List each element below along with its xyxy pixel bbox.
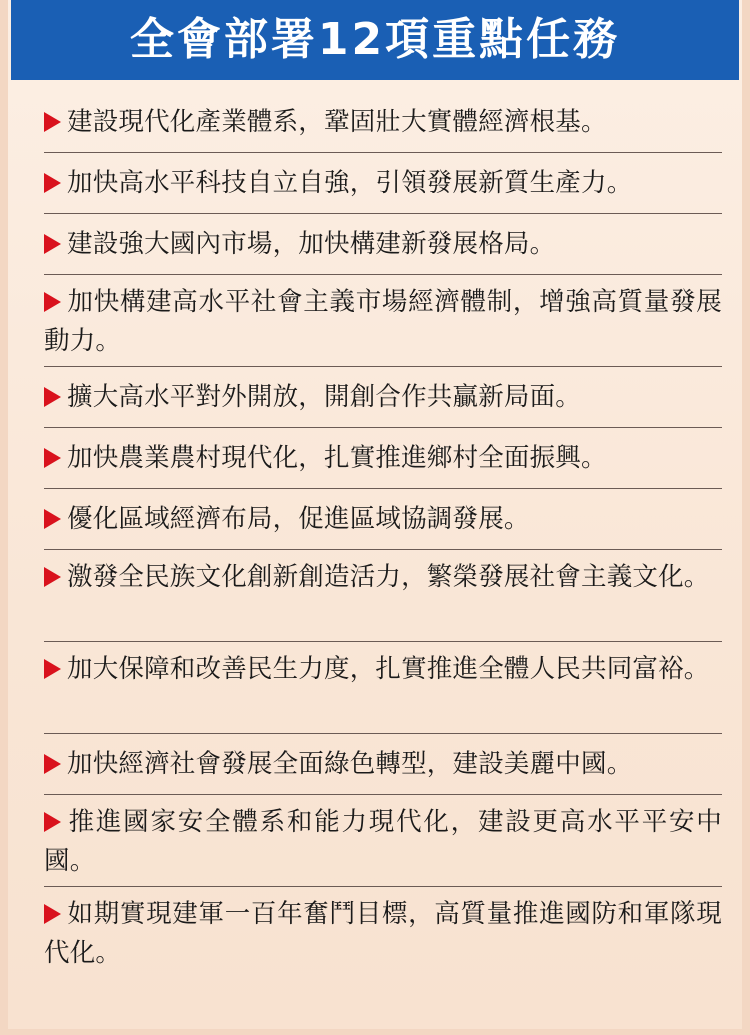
list-item (44, 153, 722, 214)
red-triangle-icon (44, 173, 61, 193)
list-item-text (44, 378, 722, 417)
red-triangle-icon (44, 234, 61, 254)
red-triangle-icon (44, 659, 61, 679)
list-item-text (44, 439, 722, 478)
red-triangle-icon (44, 509, 61, 529)
list-item (44, 642, 722, 734)
list-item (44, 275, 722, 367)
list-item-label: 推進國家安全體系和能力現代化，建設更高水平平安中國。 (44, 807, 722, 876)
list-item-label: 優化區域經濟布局，促進區域協調發展。 (67, 503, 530, 534)
list-item (44, 550, 722, 642)
red-triangle-icon (44, 448, 61, 468)
list-item (44, 428, 722, 489)
list-item-text (44, 795, 722, 881)
list-item-text (44, 500, 722, 539)
list-item-text (44, 887, 722, 973)
red-triangle-icon (44, 387, 61, 407)
list-item-text (44, 164, 722, 203)
red-triangle-icon (44, 112, 61, 132)
list-item (44, 734, 722, 795)
list-item-text (44, 225, 722, 264)
list-item-text (44, 275, 722, 361)
list-item (44, 489, 722, 550)
list-item-label: 加快高水平科技自立自強，引領發展新質生產力。 (67, 167, 633, 198)
red-triangle-icon (44, 812, 61, 832)
list-item (44, 367, 722, 428)
red-triangle-icon (44, 754, 61, 774)
task-list (44, 92, 722, 979)
list-item-label: 擴大高水平對外開放，開創合作共贏新局面。 (67, 381, 582, 412)
title-banner (11, 0, 739, 80)
list-item (44, 214, 722, 275)
list-item-label: 建設強大國內市場，加快構建新發展格局。 (67, 228, 556, 259)
list-item-text (44, 745, 722, 784)
list-item (44, 92, 722, 153)
list-item (44, 887, 722, 979)
list-item-label: 加大保障和改善民生力度，扎實推進全體人民共同富裕。 (67, 654, 710, 684)
list-item-label: 建設現代化產業體系，鞏固壯大實體經濟根基。 (67, 106, 607, 137)
list-item-text (44, 550, 722, 597)
list-item-label: 加快構建高水平社會主義市場經濟體制，增強高質量發展動力。 (44, 287, 722, 356)
red-triangle-icon (44, 904, 61, 924)
list-item-text (44, 642, 722, 689)
list-item-label: 加快農業農村現代化，扎實推進鄉村全面振興。 (67, 442, 607, 473)
red-triangle-icon (44, 567, 61, 587)
list-item-text (44, 103, 722, 142)
page-title: 全會部署12項重點任務 (129, 14, 621, 65)
list-item-label: 激發全民族文化創新創造活力，繁榮發展社會主義文化。 (67, 562, 710, 592)
red-triangle-icon (44, 292, 61, 312)
list-item-label: 如期實現建軍一百年奮鬥目標，高質量推進國防和軍隊現代化。 (44, 899, 722, 968)
list-item-label: 加快經濟社會發展全面綠色轉型，建設美麗中國。 (67, 748, 633, 779)
list-item (44, 795, 722, 887)
